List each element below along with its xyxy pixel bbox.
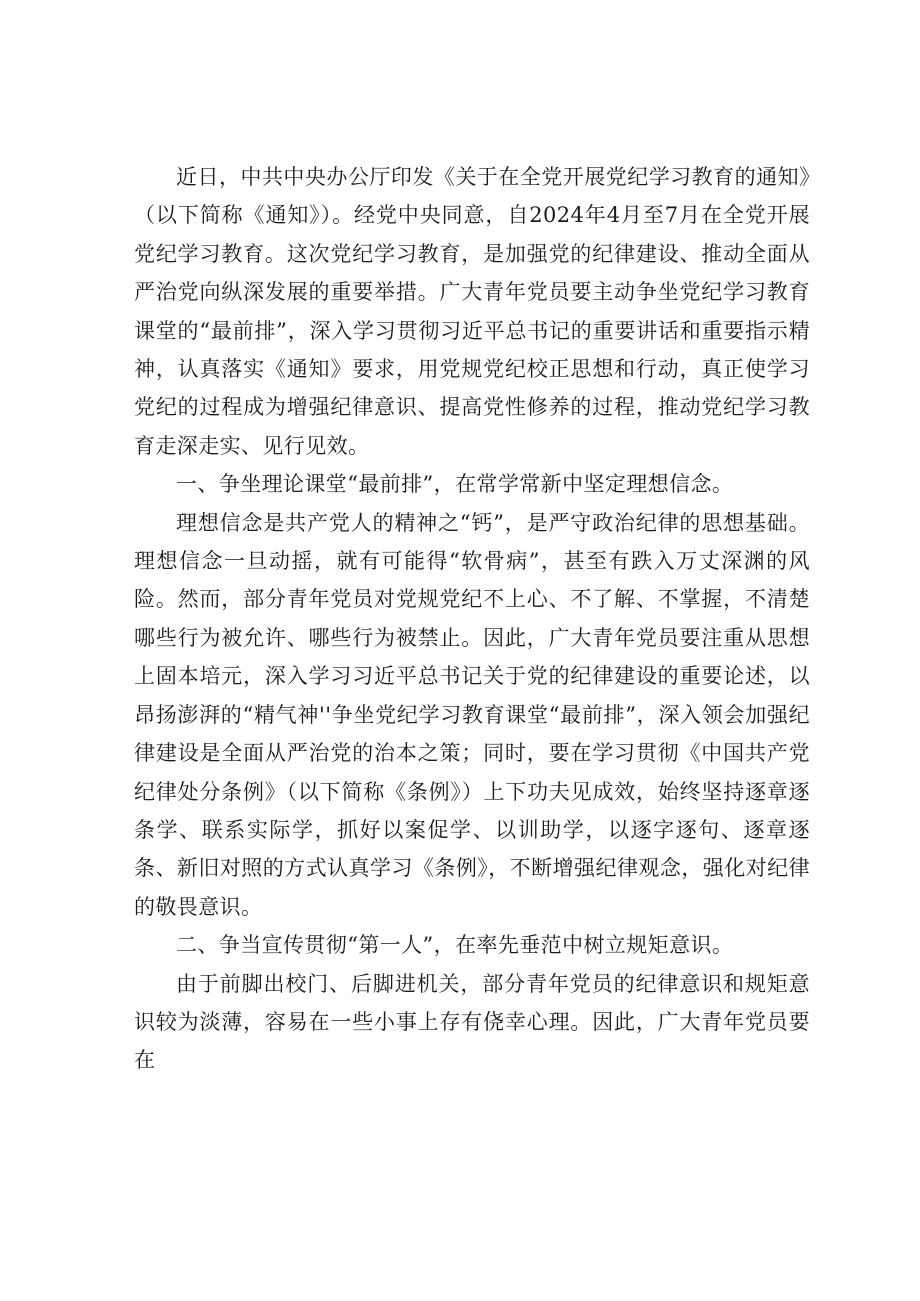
document-body bbox=[134, 158, 810, 1080]
paragraph-intro: 近日，中共中央办公厅印发《关于在全党开展党纪学习教育的通知》（以下简称《通知》）。经党中央同意，自2024年4月至7月在全党开展党纪学习教育。这次党纪学习教育，是加强党的纪律建设、推动全面从严治党向纵深发展的重要举措。广大青年党员要主动争坐党纪学习教育课堂的“最前排”，深入学习贯彻习近平总书记的重要讲话和重要指示精神，认真落实《通知》要求，用党规党纪校正思想和行动，真正使学习党纪的过程成为增强纪律意识、提高党性修养的过程，推动党纪学习教育走深走实、见行见效。 bbox=[134, 165, 810, 458]
section-heading-2: 二、争当宣传贯彻“第一人”，在率先垂范中树立规矩意识。 bbox=[176, 933, 734, 958]
section-heading-1: 一、争坐理论课堂“最前排”，在常学常新中坚定理想信念。 bbox=[176, 472, 734, 497]
paragraph-section-2: 由于前脚出校门、后脚进机关，部分青年党员的纪律意识和规矩意识较为淡薄，容易在一些小事上存有侥幸心理。因此，广大青年党员要在 bbox=[134, 971, 810, 1073]
paragraph-section-1: 理想信念是共产党人的精神之“钙”，是严守政治纪律的思想基础。理想信念一旦动摇，就有可能得“软骨病”，甚至有跌入万丈深渊的风险。然而，部分青年党员对党规党纪不上心、不了解、不掌握，不清楚哪些行为被允许、哪些行为被禁止。因此，广大青年党员要注重从思想上固本培元，深入学习习近平总书记关于党的纪律建设的重要论述，以昂扬澎湃的“精气神''争坐党纪学习教育课堂“最前排”，深入领会加强纪律建设是全面从严治党的治本之策；同时，要在学习贯彻《中国共产党纪律处分条例》（以下简称《条例》）上下功夫见成效，始终坚持逐章逐条学、联系实际学，抓好以案促学、以训助学，以逐字逐句、逐章逐条、新旧对照的方式认真学习《条例》，不断增强纪律观念，强化对纪律的敬畏意识。 bbox=[134, 510, 810, 919]
